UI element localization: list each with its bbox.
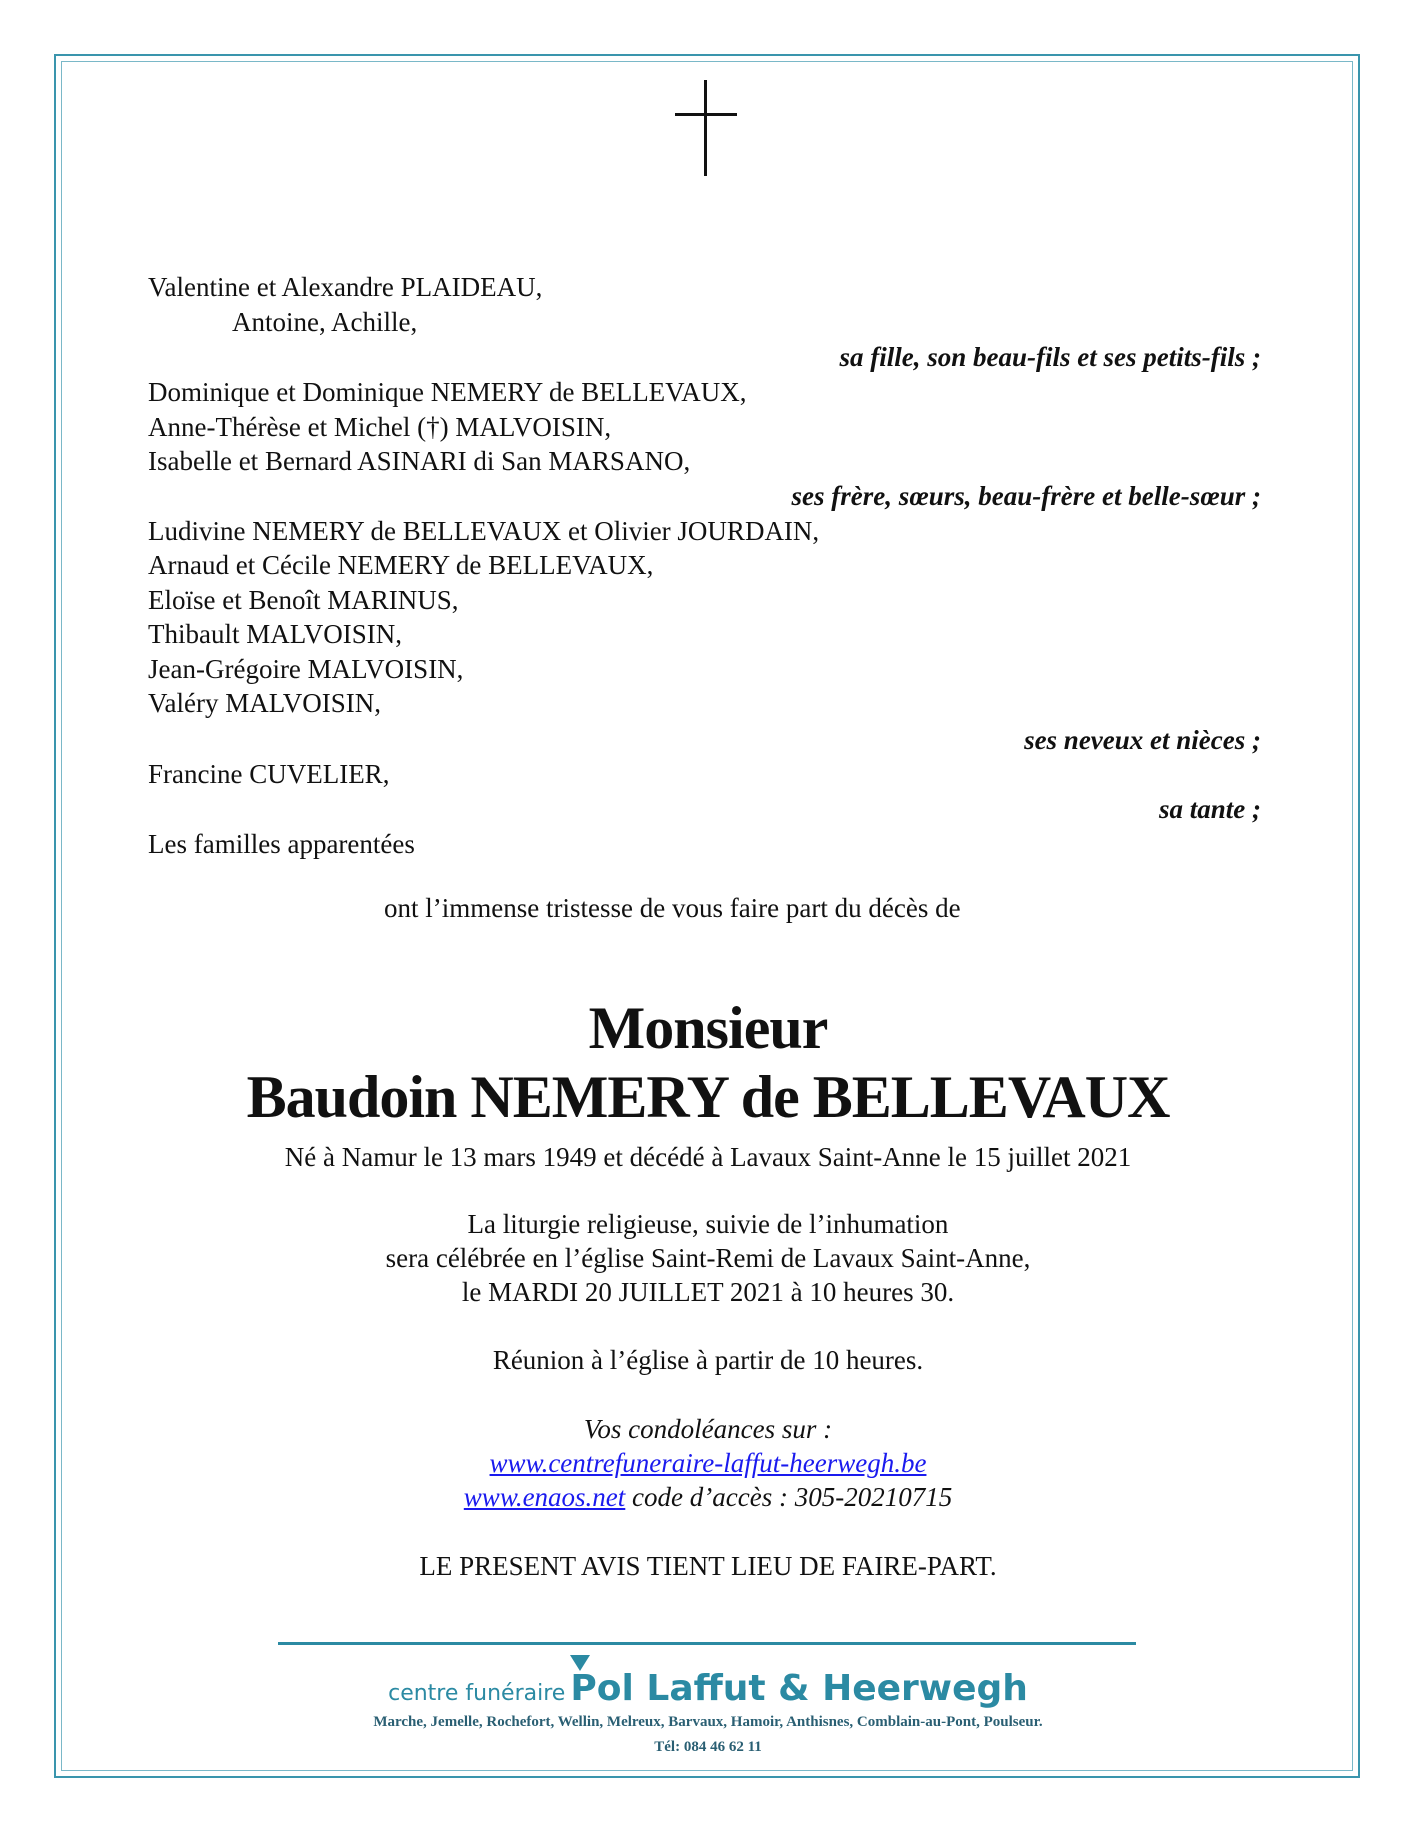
family-line: Thibault MALVOISIN, bbox=[148, 619, 402, 649]
footer-phone: Tél: 084 46 62 11 bbox=[654, 1739, 762, 1755]
ceremony-line: La liturgie religieuse, suivie de l’inhumation bbox=[467, 1209, 949, 1239]
footer-locations: Marche, Jemelle, Rochefort, Wellin, Melreux, Barvaux, Hamoir, Anthisnes, Comblain-au-Pont, Poulseur. bbox=[373, 1714, 1043, 1730]
family-line: Ludivine NEMERY de BELLEVAUX et Olivier JOURDAIN, bbox=[148, 516, 820, 546]
deceased-name: Baudoin NEMERY de BELLEVAUX bbox=[246, 1064, 1170, 1130]
relation-label: ses frère, sœurs, beau-frère et belle-sœur ; bbox=[791, 481, 1261, 511]
ceremony-line: Réunion à l’église à partir de 10 heures. bbox=[492, 1345, 924, 1375]
family-line: Valentine et Alexandre PLAIDEAU, bbox=[148, 272, 543, 302]
logo-prefix: centre funéraire bbox=[388, 1681, 566, 1706]
family-line: Arnaud et Cécile NEMERY de BELLEVAUX, bbox=[148, 550, 654, 580]
enaos-row bbox=[0, 1480, 1416, 1514]
condolences-label: Vos condoléances sur : bbox=[583, 1414, 833, 1444]
family-line: Dominique et Dominique NEMERY de BELLEVAUX, bbox=[148, 377, 747, 407]
family-line: Francine CUVELIER, bbox=[148, 759, 390, 789]
birth-death-dates: Né à Namur le 13 mars 1949 et décédé à Lavaux Saint-Anne le 15 juillet 2021 bbox=[284, 1142, 1132, 1172]
family-line: Anne-Thérèse et Michel (†) MALVOISIN, bbox=[148, 412, 612, 442]
family-line: Les familles apparentées bbox=[148, 829, 415, 859]
ceremony-line: sera célébrée en l’église Saint-Remi de Lavaux Saint-Anne, bbox=[385, 1243, 1031, 1273]
cross-icon bbox=[675, 80, 737, 176]
condolences-link[interactable]: www.centrefuneraire-laffut-heerwegh.be bbox=[489, 1448, 927, 1478]
relation-label: sa tante ; bbox=[1158, 794, 1261, 824]
deceased-title: Monsieur bbox=[588, 995, 828, 1061]
family-line: Isabelle et Bernard ASINARI di San MARSANO, bbox=[148, 446, 691, 476]
condolences-link-row bbox=[0, 1446, 1416, 1480]
ceremony-line: le MARDI 20 JUILLET 2021 à 10 heures 30. bbox=[461, 1277, 955, 1307]
enaos-link[interactable]: www.enaos.net bbox=[463, 1482, 626, 1512]
funeral-home-logo bbox=[0, 1668, 1416, 1709]
family-line: Antoine, Achille, bbox=[232, 307, 418, 337]
family-line: Eloïse et Benoît MARINUS, bbox=[148, 585, 459, 615]
relation-label: sa fille, son beau-fils et ses petits-fils ; bbox=[839, 342, 1261, 372]
footer-divider bbox=[278, 1642, 1136, 1645]
logo-name: Pol Laffut & Heerwegh bbox=[570, 1668, 1028, 1709]
family-line: Jean-Grégoire MALVOISIN, bbox=[148, 654, 464, 684]
announcement: ont l’immense tristesse de vous faire part du décès de bbox=[384, 893, 961, 923]
access-code: code d’accès : 305-20210715 bbox=[632, 1482, 953, 1512]
notice: LE PRESENT AVIS TIENT LIEU DE FAIRE-PART. bbox=[419, 1551, 997, 1581]
family-line: Valéry MALVOISIN, bbox=[148, 688, 381, 718]
relation-label: ses neveux et nièces ; bbox=[1024, 725, 1261, 755]
